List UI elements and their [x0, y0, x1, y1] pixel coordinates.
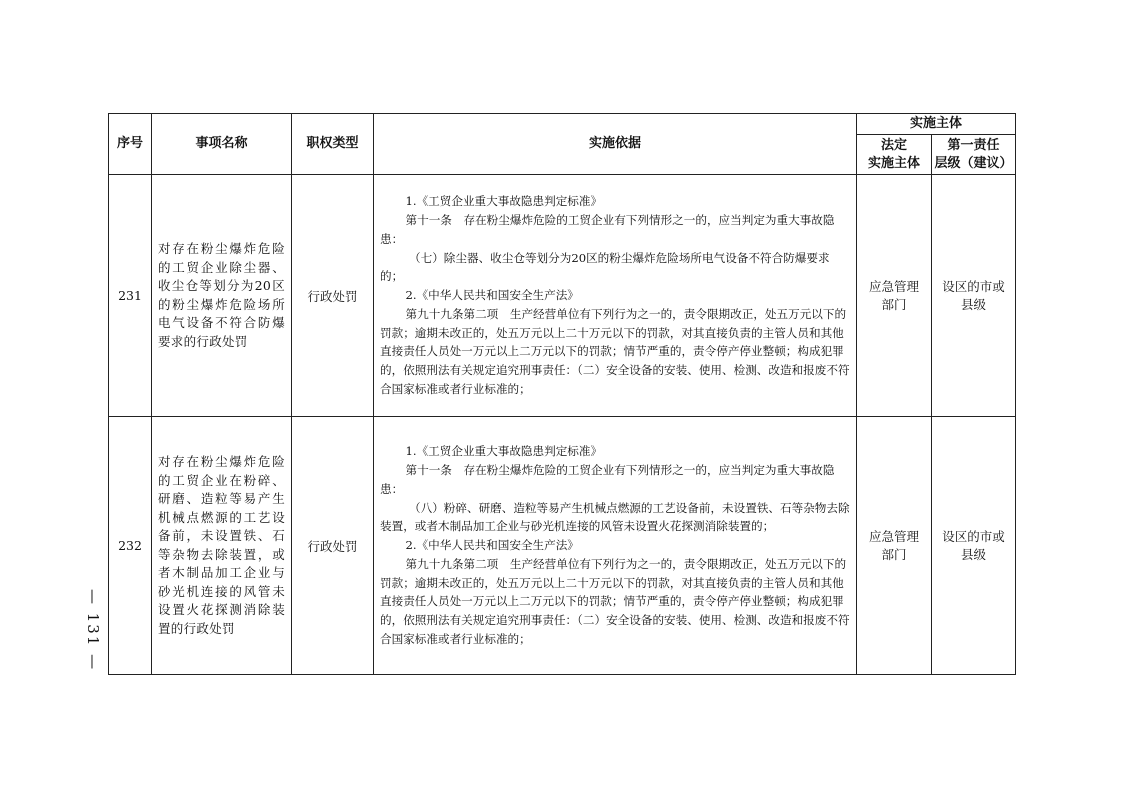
row-seq: 231: [109, 175, 152, 417]
basis-line: （七）除尘器、收尘仓等划分为20区的粉尘爆炸危险场所电气设备不符合防爆要求的；: [380, 250, 830, 284]
table-row: [109, 175, 1016, 417]
basis-line: 1.《工贸企业重大事故隐患判定标准》: [405, 444, 603, 459]
basis-line: 第九十九条第二项 生产经营单位有下列行为之一的，责令限期改正，处五万元以下的罚款；逾期未改正的，处五万元以上二十万元以下的罚款，对其直接负责的主管人员和其他直接责任人员处一万元以上二万元以下的罚款；情节严重的，责令停产停业整顿；构成犯罪的，依照刑法有关规定追究刑事责任：（二）安全设备的安装、使用、检测、改造和报废不符合国家标准或者行业标准的；: [380, 306, 850, 397]
basis-line: 第十一条 存在粉尘爆炸危险的工贸企业有下列情形之一的，应当判定为重大事故隐患：: [380, 212, 835, 246]
enforcement-items-table: [108, 113, 1016, 675]
page-number: — 131 —: [84, 588, 102, 672]
row-power-type: 行政处罚: [292, 175, 374, 417]
header-basis: 实施依据: [374, 114, 857, 175]
basis-line: 第九十九条第二项 生产经营单位有下列行为之一的，责令限期改正，处五万元以下的罚款；逾期未改正的，处五万元以上二十万元以下的罚款，对其直接负责的主管人员和其他直接责任人员处一万元以上二万元以下的罚款；情节严重的，责令停产停业整顿；构成犯罪的，依照刑法有关规定追究刑事责任：（二）安全设备的安装、使用、检测、改造和报废不符合国家标准或者行业标准的；: [380, 556, 850, 647]
header-item-name: 事项名称: [152, 114, 292, 175]
table-row: [109, 417, 1016, 675]
header-responsibility-level: 第一责任 层级（建议）: [932, 135, 1016, 175]
row-legal-subject: 应急管理 部门: [857, 175, 932, 417]
basis-line: 2.《中华人民共和国安全生产法》: [405, 288, 579, 303]
row-responsibility-level: 设区的市或 县级: [932, 175, 1016, 417]
header-seq: 序号: [109, 114, 152, 175]
basis-line: 2.《中华人民共和国安全生产法》: [405, 538, 579, 553]
row-basis: [374, 417, 857, 675]
basis-line: （八）粉碎、研磨、造粒等易产生机械点燃源的工艺设备前，未设置铁、石等杂物去除装置，或者木制品加工企业与砂光机连接的风管未设置火花探测消除装置的；: [380, 500, 850, 534]
row-item-name: 对存在粉尘爆炸危险的工贸企业除尘器、收尘仓等划分为20区的粉尘爆炸危险场所电气设备不符合防爆要求的行政处罚: [152, 175, 292, 417]
row-basis: [374, 175, 857, 417]
row-power-type: 行政处罚: [292, 417, 374, 675]
basis-line: 第十一条 存在粉尘爆炸危险的工贸企业有下列情形之一的，应当判定为重大事故隐患：: [380, 462, 835, 496]
row-seq: 232: [109, 417, 152, 675]
row-legal-subject: 应急管理 部门: [857, 417, 932, 675]
row-responsibility-level: 设区的市或 县级: [932, 417, 1016, 675]
header-legal-subject: 法定 实施主体: [857, 135, 932, 175]
header-subject: 实施主体: [857, 114, 1016, 135]
basis-line: 1.《工贸企业重大事故隐患判定标准》: [405, 194, 603, 209]
row-item-name: 对存在粉尘爆炸危险的工贸企业在粉碎、研磨、造粒等易产生机械点燃源的工艺设备前，未设置铁、石等杂物去除装置，或者木制品加工企业与砂光机连接的风管未设置火花探测消除装置的行政处罚: [152, 417, 292, 675]
header-power-type: 职权类型: [292, 114, 374, 175]
